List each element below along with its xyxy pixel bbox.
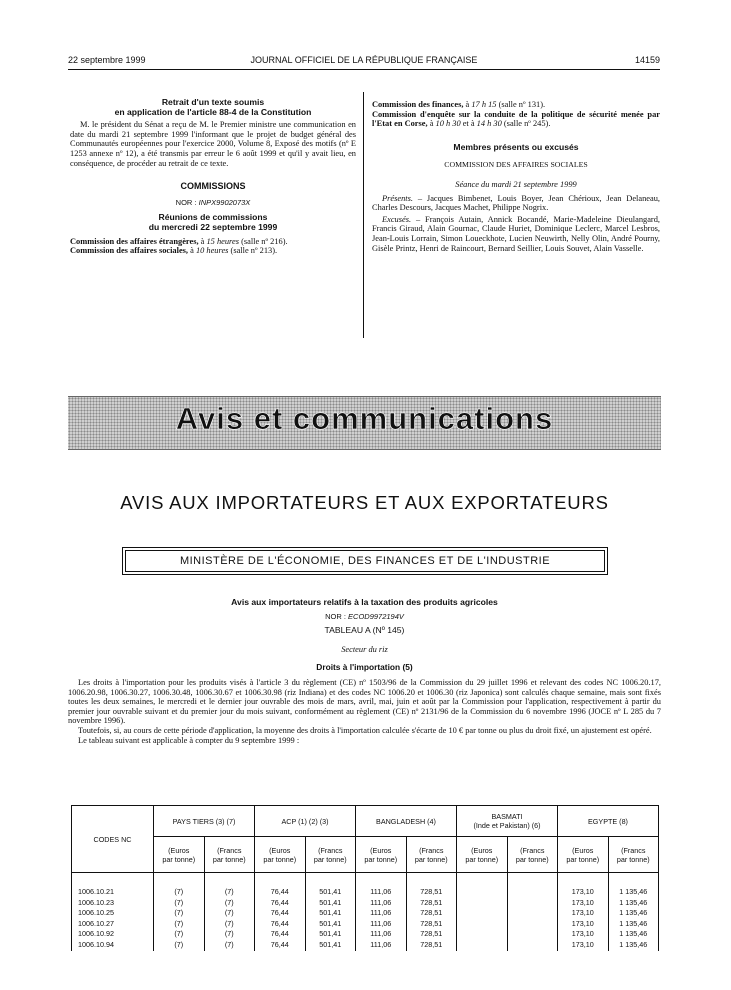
cell: 111,06 [356,898,407,909]
commissions-heading: COMMISSIONS [180,181,246,192]
meeting-time: 14 h 30 [476,119,502,129]
notice-paragraph-1: Les droits à l'importation pour les produits visés à l'article 3 du règlement (CE) nº 1503/96 de la Commission du 29 juillet 1996 et relevant des codes NC 1006.20.17, 1006.20.98, 1006.30.27, 1006.30.48, 1006.30.67 et 1006.30.98 (riz Indiana) et des codes NC 1006.20 et 1006.30 (riz Japonica) sont calculés chaque semaine, mais sont fixés toutes les deux semaines, le mercredi et le dernier jour ouvrable des mois de mars, avril, mai, juin et août par la Commission pour l'application, respectivement à partir du premier jour ouvrable suivant et du premier jour du mois suivant, conformément au règlement (CE) nº 2131/96 de la Commission du 6 novembre 1996 (JOCE nº L 285 du 7 novembre 1996). [68,677,661,726]
retrait-title-line1: Retrait d'un texte soumis [161,97,265,107]
meeting-room: (salle nº 216). [238,236,288,246]
cell [507,940,558,951]
unit-line: (Euros [168,845,190,855]
cell: 173,10 [558,940,609,951]
unit-line: par tonne) [313,854,347,864]
cell: 728,51 [406,887,457,898]
unit-line: (Euros [572,845,594,855]
cell: 728,51 [406,898,457,909]
excuses-label: Excusés. [382,214,412,224]
unit-line: (Francs [520,845,545,855]
unit-line: par tonne) [364,854,398,864]
connector-text: à [198,236,207,246]
unit-line: (Francs [318,845,343,855]
meeting-room: (salle nº 213). [228,246,278,256]
cell: 501,41 [305,887,356,898]
ministere-name: MINISTÈRE DE L'ÉCONOMIE, DES FINANCES ET DE L'INDUSTRIE [125,550,605,572]
cell: 501,41 [305,908,356,919]
cell: 728,51 [406,929,457,940]
retrait-title [70,98,356,117]
unit-euros [558,837,609,873]
code-cell: 1006.10.94 [72,940,154,951]
code-cell: 1006.10.21 [72,887,154,898]
group-header: BANGLADESH (4) [356,806,457,837]
import-duties-table [71,806,659,951]
unit-line: (Euros [370,845,392,855]
cell [457,908,508,919]
code-cell: 1006.10.92 [72,929,154,940]
cell [507,929,558,940]
table-spacer-row [72,873,659,888]
notice-paragraph-2: Toutefois, si, au cours de cette période d'application, la moyenne des droits à l'importation calculée s'écarte de 10 € par tonne ou plus du droit fixé, un ajustement est opéré. [78,725,652,735]
left-column [70,98,356,256]
meeting-time: 17 h 15 [471,100,497,109]
meeting-room: (salle nº 245). [501,119,551,129]
group-header: PAYS TIERS (3) (7) [154,806,255,837]
table-row [72,919,659,930]
unit-line: par tonne) [263,854,297,864]
cell: 501,41 [305,929,356,940]
cell: 173,10 [558,919,609,930]
cell: 173,10 [558,898,609,909]
presents-paragraph [372,194,660,213]
unit-euros [154,837,205,873]
tableau-label: TABLEAU A (Nº 145) [324,625,405,636]
droits-heading: Droits à l'importation (5) [316,662,413,673]
cell: 111,06 [356,929,407,940]
unit-francs [608,837,659,873]
reunions-heading [70,213,356,232]
retrait-body: M. le président du Sénat a reçu de M. le Premier ministre une communication en date du mardi 21 septembre 1999 l'informant que le projet de budget général des Communautés européennes pour l'exercice 2000, Volume 8, Exposé des motifs (nº E 1253 annexe nº 12), a été transmis par erreur le 6 août 1999 et qu'il y avait lieu, en conséquence, de procéder au retrait de ce texte. [70,120,356,168]
cell: (7) [204,940,255,951]
unit-line: par tonne) [515,854,549,864]
cell: 111,06 [356,940,407,951]
excuses-names: – François Autain, Annick Bocandé, Marie-Madeleine Dieulangard, Francis Giraud, Alain Gournac, Claude Huriet, Dominique Leclerc, Marcel Lesbros, Jean-Louis Lorrain, Simon Loueckhote, Lucien Neuwirth, Nelly Olin, André Pourny, Gisèle Printz, Henri de Raincourt, Bernard Seillier, Louis Souvet, Alain Vasselle. [372,214,660,253]
table-row [72,929,659,940]
unit-line: (Euros [269,845,291,855]
banner-title: Avis et communications [175,401,554,436]
cell [507,919,558,930]
presents-names: – Jacques Bimbenet, Louis Boyer, Jean Chérioux, Jean Delaneau, Charles Descours, Jacques Machet, Philippe Nogrix. [372,193,660,213]
unit-francs [507,837,558,873]
cell: 76,44 [255,919,306,930]
cell: (7) [154,898,205,909]
connector-text: à [463,100,472,109]
meeting-time: 15 heures [206,236,239,246]
unit-line: par tonne) [162,854,196,864]
unit-line: par tonne) [465,854,499,864]
header-date: 22 septembre 1999 [68,55,146,65]
table-row [72,898,659,909]
basmati-sub: (Inde et Pakistan) (6) [473,821,541,830]
cell: 1 135,46 [608,908,659,919]
journal-title: JOURNAL OFFICIEL DE LA RÉPUBLIQUE FRANÇAISE [250,55,478,65]
table-row [72,908,659,919]
unit-line: (Francs [419,845,444,855]
unit-euros [356,837,407,873]
group-header: EGYPTE (8) [558,806,659,837]
meeting-time: 10 h 30 [435,119,461,129]
code-cell: 1006.10.27 [72,919,154,930]
cell: (7) [154,887,205,898]
cell: 1 135,46 [608,887,659,898]
cell: 1 135,46 [608,898,659,909]
nor-label: NOR : [325,611,346,621]
commission-name: Commission des affaires étrangères, [70,236,199,246]
cell: 501,41 [305,919,356,930]
reunions-line2: du mercredi 22 septembre 1999 [148,221,278,232]
cell: (7) [154,940,205,951]
connector-text: et à [460,119,477,129]
membres-heading: Membres présents ou excusés [453,141,579,152]
connector-text: à [188,246,196,256]
cell: 1 135,46 [608,929,659,940]
commission-etrangeres [70,237,356,247]
cell: (7) [204,919,255,930]
unit-line: par tonne) [414,854,448,864]
unit-line: (Euros [471,845,493,855]
secteur-label: Secteur du riz [341,644,388,654]
notice-paragraph-3: Le tableau suivant est applicable à compter du 9 septembre 1999 : [78,735,300,745]
section-banner [68,396,661,450]
seance-date: Séance du mardi 21 septembre 1999 [455,179,577,189]
table-row [72,940,659,951]
right-column [372,100,660,253]
commission-name: Commission des finances, [372,100,464,109]
column-separator [363,92,364,338]
cell [457,929,508,940]
meeting-time: 10 heures [195,246,229,256]
unit-francs [406,837,457,873]
group-header: ACP (1) (2) (3) [255,806,356,837]
cell [457,919,508,930]
cell: (7) [204,908,255,919]
cell: 76,44 [255,940,306,951]
unit-euros [255,837,306,873]
group-header [457,806,558,837]
cell: (7) [154,919,205,930]
retrait-title-line2: en application de l'article 88-4 de la Constitution [114,106,312,117]
commission-name: Commission des affaires sociales, [70,246,189,256]
cell: 173,10 [558,908,609,919]
page-number: 14159 [634,55,660,65]
nor-label: NOR : [175,197,197,207]
unit-francs [305,837,356,873]
cell [507,887,558,898]
commission-enquete [372,110,660,129]
cell: 111,06 [356,887,407,898]
unit-euros [457,837,508,873]
commission-affaires-sociales: COMMISSION DES AFFAIRES SOCIALES [444,160,588,170]
code-cell: 1006.10.25 [72,908,154,919]
unit-line: (Francs [621,845,646,855]
cell: 501,41 [305,898,356,909]
cell: (7) [154,908,205,919]
nor-line [70,198,356,208]
unit-header-row [72,837,659,873]
code-cell: 1006.10.23 [72,898,154,909]
cell: 111,06 [356,908,407,919]
cell: 728,51 [406,908,457,919]
commission-name: Commission d'enquête sur la conduite de la politique de sécurité menée par l'Etat en Corse, [372,109,660,129]
unit-line: (Francs [217,845,242,855]
cell: 1 135,46 [608,919,659,930]
cell: 111,06 [356,919,407,930]
cell: (7) [204,898,255,909]
commission-sociales [70,246,356,256]
cell: 76,44 [255,887,306,898]
unit-francs [204,837,255,873]
cell: (7) [204,887,255,898]
cell: 728,51 [406,940,457,951]
cell: 501,41 [305,940,356,951]
cell [457,898,508,909]
cell: 76,44 [255,908,306,919]
unit-line: par tonne) [616,854,650,864]
cell [457,940,508,951]
cell: (7) [204,929,255,940]
notice-title: Avis aux importateurs relatifs à la taxation des produits agricoles [231,597,498,607]
cell [457,887,508,898]
notice-nor [68,612,661,622]
cell: 173,10 [558,929,609,940]
running-header [68,55,660,69]
meeting-room: (salle nº 131). [496,100,546,109]
cell [507,898,558,909]
presents-label: Présents. [382,193,413,203]
cell: 173,10 [558,887,609,898]
ministere-box [122,547,608,575]
excuses-paragraph [372,215,660,253]
nor-value: INPX9902073X [198,197,251,207]
cell [507,908,558,919]
notice-section [68,598,661,745]
cell: 76,44 [255,929,306,940]
reunions-line1: Réunions de commissions [158,212,268,223]
cell: 76,44 [255,898,306,909]
avis-title: AVIS AUX IMPORTATEURS ET AUX EXPORTATEURS [120,492,609,513]
nor-value: ECOD9972194V [348,611,404,621]
commission-finances [372,100,660,110]
table-row [72,887,659,898]
basmati-label: BASMATI [491,812,523,821]
unit-line: par tonne) [212,854,246,864]
header-rule [68,69,660,70]
codes-header: CODES NC [72,806,154,873]
connector-text: à [427,119,436,129]
cell: 728,51 [406,919,457,930]
unit-line: par tonne) [566,854,600,864]
cell: (7) [154,929,205,940]
table-header-row [72,806,659,837]
cell: 1 135,46 [608,940,659,951]
